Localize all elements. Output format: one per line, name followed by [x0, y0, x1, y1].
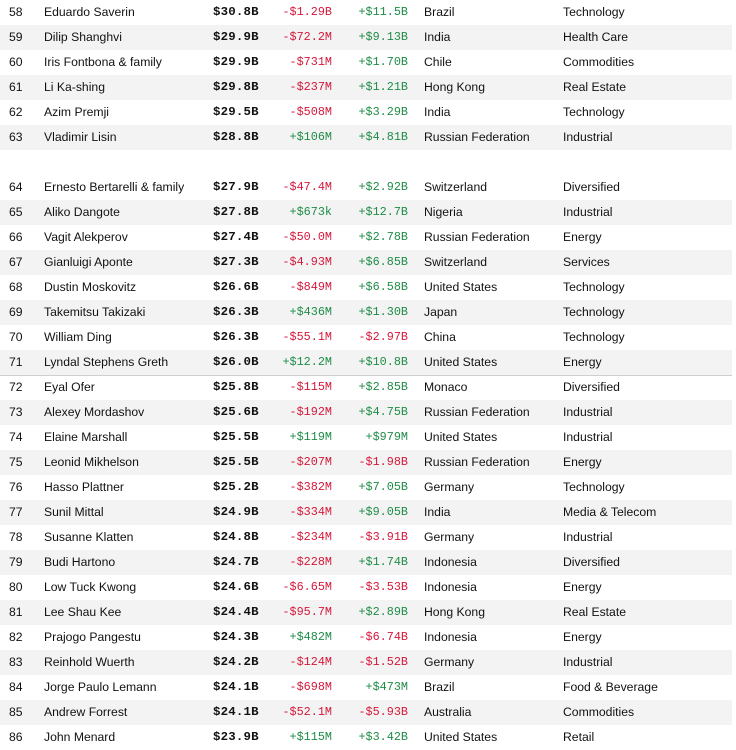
table-row[interactable]	[0, 725, 732, 750]
last-change-cell: -$192M	[289, 405, 332, 419]
name-cell[interactable]: Low Tuck Kwong	[44, 580, 137, 594]
industry-cell: Technology	[563, 280, 625, 294]
ytd-change-cell: -$3.91B	[358, 530, 408, 544]
country-cell: India	[424, 30, 451, 44]
name-cell[interactable]: Prajogo Pangestu	[44, 630, 141, 644]
table-row[interactable]	[0, 650, 732, 675]
ytd-change-cell: +$1.21B	[358, 80, 408, 94]
table-row[interactable]	[0, 575, 732, 600]
rank-cell: 82	[9, 630, 23, 644]
last-change-cell: -$228M	[289, 555, 332, 569]
net-worth-cell: $30.8B	[213, 5, 259, 19]
last-change-cell: -$124M	[289, 655, 332, 669]
ytd-change-cell: +$3.29B	[358, 105, 408, 119]
name-cell[interactable]: Gianluigi Aponte	[44, 255, 133, 269]
name-cell[interactable]: Dustin Moskovitz	[44, 280, 137, 294]
industry-cell: Energy	[563, 355, 602, 369]
country-cell: Indonesia	[424, 555, 477, 569]
table-row[interactable]	[0, 375, 732, 400]
net-worth-cell: $25.2B	[213, 480, 259, 494]
industry-cell: Energy	[563, 455, 602, 469]
name-cell[interactable]: Vladimir Lisin	[44, 130, 117, 144]
last-change-cell: -$50.0M	[282, 230, 332, 244]
industry-cell: Commodities	[563, 55, 635, 69]
country-cell: Australia	[424, 705, 472, 719]
table-row[interactable]	[0, 500, 732, 525]
industry-cell: Energy	[563, 580, 602, 594]
ytd-change-cell: +$473M	[365, 680, 408, 694]
table-row[interactable]	[0, 625, 732, 650]
last-change-cell: -$237M	[289, 80, 332, 94]
rank-cell: 75	[9, 455, 23, 469]
rank-cell: 86	[9, 730, 23, 744]
table-row[interactable]	[0, 50, 732, 75]
name-cell[interactable]: Susanne Klatten	[44, 530, 134, 544]
table-row[interactable]	[0, 550, 732, 575]
name-cell[interactable]: Reinhold Wuerth	[44, 655, 135, 669]
table-row[interactable]	[0, 25, 732, 50]
table-row[interactable]	[0, 100, 732, 125]
country-cell: India	[424, 505, 451, 519]
industry-cell: Diversified	[563, 180, 620, 194]
table-row[interactable]	[0, 125, 732, 150]
ytd-change-cell: +$4.75B	[358, 405, 408, 419]
rank-cell: 61	[9, 80, 23, 94]
table-row[interactable]	[0, 400, 732, 425]
ytd-change-cell: +$6.58B	[358, 280, 408, 294]
rank-cell: 74	[9, 430, 23, 444]
net-worth-cell: $26.3B	[213, 305, 259, 319]
industry-cell: Industrial	[563, 405, 613, 419]
country-cell: United States	[424, 280, 498, 294]
industry-cell: Health Care	[563, 30, 629, 44]
name-cell[interactable]: Vagit Alekperov	[44, 230, 128, 244]
rank-cell: 73	[9, 405, 23, 419]
last-change-cell: -$731M	[289, 55, 332, 69]
ytd-change-cell: -$3.53B	[358, 580, 408, 594]
table-row[interactable]	[0, 200, 732, 225]
last-change-cell: -$72.2M	[282, 30, 332, 44]
country-cell: Russian Federation	[424, 455, 530, 469]
industry-cell: Industrial	[563, 530, 613, 544]
net-worth-cell: $24.1B	[213, 680, 259, 694]
country-cell: United States	[424, 355, 498, 369]
rank-cell: 60	[9, 55, 23, 69]
ytd-change-cell: +$979M	[365, 430, 408, 444]
name-cell[interactable]: John Menard	[44, 730, 116, 744]
industry-cell: Services	[563, 255, 610, 269]
table-row[interactable]	[0, 250, 732, 275]
name-cell[interactable]: Lyndal Stephens Greth	[44, 355, 169, 369]
net-worth-cell: $23.9B	[213, 730, 259, 744]
ytd-change-cell: +$2.92B	[358, 180, 408, 194]
industry-cell: Industrial	[563, 205, 613, 219]
country-cell: Germany	[424, 655, 475, 669]
last-change-cell: -$47.4M	[282, 180, 332, 194]
ytd-change-cell: +$2.85B	[358, 380, 408, 394]
name-cell[interactable]: Andrew Forrest	[44, 705, 128, 719]
net-worth-cell: $27.9B	[213, 180, 259, 194]
name-cell[interactable]: Aliko Dangote	[44, 205, 120, 219]
net-worth-cell: $28.8B	[213, 130, 259, 144]
industry-cell: Commodities	[563, 705, 635, 719]
ytd-change-cell: -$1.98B	[358, 455, 408, 469]
net-worth-cell: $27.3B	[213, 255, 259, 269]
net-worth-cell: $25.5B	[213, 455, 259, 469]
net-worth-cell: $24.7B	[213, 555, 259, 569]
rank-cell: 65	[9, 205, 23, 219]
industry-cell: Energy	[563, 230, 602, 244]
net-worth-cell: $24.4B	[213, 605, 259, 619]
net-worth-cell: $24.9B	[213, 505, 259, 519]
rank-cell: 59	[9, 30, 23, 44]
rank-cell: 62	[9, 105, 23, 119]
table-row[interactable]	[0, 75, 732, 100]
industry-cell: Real Estate	[563, 605, 627, 619]
rank-cell: 67	[9, 255, 23, 269]
rank-cell: 68	[9, 280, 23, 294]
table-row[interactable]	[0, 225, 732, 250]
ytd-change-cell: +$9.13B	[358, 30, 408, 44]
net-worth-cell: $24.3B	[213, 630, 259, 644]
rank-cell: 72	[9, 380, 23, 394]
ytd-change-cell: -$2.97B	[358, 330, 408, 344]
ytd-change-cell: +$11.5B	[358, 5, 408, 19]
last-change-cell: -$508M	[289, 105, 332, 119]
last-change-cell: +$106M	[289, 130, 332, 144]
rank-cell: 70	[9, 330, 23, 344]
rank-cell: 71	[9, 355, 23, 369]
last-change-cell: -$52.1M	[282, 705, 332, 719]
country-cell: Russian Federation	[424, 405, 530, 419]
country-cell: Switzerland	[424, 180, 487, 194]
ytd-change-cell: -$6.74B	[358, 630, 408, 644]
net-worth-cell: $24.6B	[213, 580, 259, 594]
rank-cell: 69	[9, 305, 23, 319]
name-cell[interactable]: William Ding	[44, 330, 112, 344]
country-cell: Indonesia	[424, 580, 477, 594]
industry-cell: Diversified	[563, 555, 620, 569]
country-cell: Russian Federation	[424, 230, 530, 244]
industry-cell: Technology	[563, 305, 625, 319]
net-worth-cell: $26.0B	[213, 355, 259, 369]
ytd-change-cell: +$2.89B	[358, 605, 408, 619]
last-change-cell: +$12.2M	[282, 355, 332, 369]
rank-cell: 58	[9, 5, 23, 19]
last-change-cell: -$1.29B	[282, 5, 332, 19]
rank-cell: 79	[9, 555, 23, 569]
last-change-cell: -$95.7M	[282, 605, 332, 619]
name-cell[interactable]: Lee Shau Kee	[44, 605, 122, 619]
country-cell: Indonesia	[424, 630, 477, 644]
name-cell[interactable]: Hasso Plattner	[44, 480, 124, 494]
net-worth-cell: $29.9B	[213, 55, 259, 69]
rank-cell: 76	[9, 480, 23, 494]
rank-cell: 83	[9, 655, 23, 669]
country-cell: Switzerland	[424, 255, 487, 269]
net-worth-cell: $29.9B	[213, 30, 259, 44]
last-change-cell: -$234M	[289, 530, 332, 544]
last-change-cell: +$436M	[289, 305, 332, 319]
table-row[interactable]	[0, 675, 732, 700]
ytd-change-cell: +$1.70B	[358, 55, 408, 69]
ytd-change-cell: +$7.05B	[358, 480, 408, 494]
country-cell: Germany	[424, 480, 475, 494]
net-worth-cell: $25.6B	[213, 405, 259, 419]
table-row[interactable]	[0, 450, 732, 475]
ytd-change-cell: +$6.85B	[358, 255, 408, 269]
net-worth-cell: $24.8B	[213, 530, 259, 544]
table-row[interactable]	[0, 325, 732, 350]
industry-cell: Media & Telecom	[563, 505, 657, 519]
rank-cell: 80	[9, 580, 23, 594]
country-cell: Nigeria	[424, 205, 463, 219]
ytd-change-cell: +$4.81B	[358, 130, 408, 144]
name-cell[interactable]: Elaine Marshall	[44, 430, 128, 444]
country-cell: Monaco	[424, 380, 468, 394]
name-cell[interactable]: Sunil Mittal	[44, 505, 104, 519]
last-change-cell: +$673k	[289, 205, 332, 219]
name-cell[interactable]: Jorge Paulo Lemann	[44, 680, 157, 694]
rank-cell: 78	[9, 530, 23, 544]
last-change-cell: +$119M	[289, 430, 332, 444]
ytd-change-cell: +$1.74B	[358, 555, 408, 569]
industry-cell: Industrial	[563, 430, 613, 444]
industry-cell: Real Estate	[563, 80, 627, 94]
rank-cell: 63	[9, 130, 23, 144]
industry-cell: Technology	[563, 330, 625, 344]
net-worth-cell: $26.6B	[213, 280, 259, 294]
table-row[interactable]	[0, 300, 732, 325]
net-worth-cell: $24.1B	[213, 705, 259, 719]
table-row[interactable]	[0, 0, 732, 25]
name-cell[interactable]: Azim Premji	[44, 105, 110, 119]
last-change-cell: +$115M	[289, 730, 332, 744]
name-cell[interactable]: Budi Hartono	[44, 555, 116, 569]
last-change-cell: +$482M	[289, 630, 332, 644]
rank-cell: 64	[9, 180, 23, 194]
table-row[interactable]	[0, 700, 732, 725]
industry-cell: Technology	[563, 105, 625, 119]
name-cell[interactable]: Ernesto Bertarelli & family	[44, 180, 185, 194]
table-row[interactable]	[0, 600, 732, 625]
table-row[interactable]	[0, 525, 732, 550]
country-cell: India	[424, 105, 451, 119]
name-cell[interactable]: Iris Fontbona & family	[44, 55, 162, 69]
country-cell: China	[424, 330, 456, 344]
last-change-cell: -$207M	[289, 455, 332, 469]
industry-cell: Diversified	[563, 380, 620, 394]
table-row[interactable]	[0, 350, 732, 375]
table-row[interactable]	[0, 150, 732, 200]
ytd-change-cell: +$9.05B	[358, 505, 408, 519]
ytd-change-cell: +$10.8B	[358, 355, 408, 369]
ytd-change-cell: +$3.42B	[358, 730, 408, 744]
country-cell: Japan	[424, 305, 458, 319]
table-row[interactable]	[0, 275, 732, 300]
name-cell[interactable]: Alexey Mordashov	[44, 405, 145, 419]
industry-cell: Energy	[563, 630, 602, 644]
country-cell: United States	[424, 730, 498, 744]
net-worth-cell: $26.3B	[213, 330, 259, 344]
last-change-cell: -$334M	[289, 505, 332, 519]
country-cell: Brazil	[424, 680, 455, 694]
country-cell: Chile	[424, 55, 452, 69]
country-cell: Hong Kong	[424, 80, 485, 94]
industry-cell: Retail	[563, 730, 595, 744]
net-worth-cell: $29.8B	[213, 80, 259, 94]
name-cell[interactable]: Eyal Ofer	[44, 380, 95, 394]
ytd-change-cell: -$1.52B	[358, 655, 408, 669]
name-cell[interactable]: Leonid Mikhelson	[44, 455, 139, 469]
rank-cell: 85	[9, 705, 23, 719]
industry-cell: Technology	[563, 480, 625, 494]
rank-cell: 77	[9, 505, 23, 519]
last-change-cell: -$4.93M	[282, 255, 332, 269]
last-change-cell: -$698M	[289, 680, 332, 694]
country-cell: Brazil	[424, 5, 455, 19]
last-change-cell: -$115M	[289, 380, 332, 394]
table-row[interactable]	[0, 425, 732, 450]
last-change-cell: -$6.65M	[282, 580, 332, 594]
ytd-change-cell: -$5.93B	[358, 705, 408, 719]
net-worth-cell: $25.5B	[213, 430, 259, 444]
table-row[interactable]	[0, 475, 732, 500]
ytd-change-cell: +$1.30B	[358, 305, 408, 319]
ytd-change-cell: +$12.7B	[358, 205, 408, 219]
net-worth-cell: $27.8B	[213, 205, 259, 219]
rank-cell: 81	[9, 605, 23, 619]
country-cell: United States	[424, 430, 498, 444]
net-worth-cell: $24.2B	[213, 655, 259, 669]
net-worth-cell: $29.5B	[213, 105, 259, 119]
rank-cell: 84	[9, 680, 23, 694]
name-cell[interactable]: Takemitsu Takizaki	[44, 305, 146, 319]
country-cell: Russian Federation	[424, 130, 530, 144]
name-cell[interactable]: Li Ka-shing	[44, 80, 105, 94]
last-change-cell: -$849M	[289, 280, 332, 294]
country-cell: Hong Kong	[424, 605, 485, 619]
net-worth-cell: $25.8B	[213, 380, 259, 394]
ytd-change-cell: +$2.78B	[358, 230, 408, 244]
name-cell[interactable]: Eduardo Saverin	[44, 5, 135, 19]
industry-cell: Industrial	[563, 130, 613, 144]
industry-cell: Food & Beverage	[563, 680, 658, 694]
country-cell: Germany	[424, 530, 475, 544]
net-worth-cell: $27.4B	[213, 230, 259, 244]
last-change-cell: -$55.1M	[282, 330, 332, 344]
name-cell[interactable]: Dilip Shanghvi	[44, 30, 122, 44]
industry-cell: Industrial	[563, 655, 613, 669]
last-change-cell: -$382M	[289, 480, 332, 494]
industry-cell: Technology	[563, 5, 625, 19]
rank-cell: 66	[9, 230, 23, 244]
